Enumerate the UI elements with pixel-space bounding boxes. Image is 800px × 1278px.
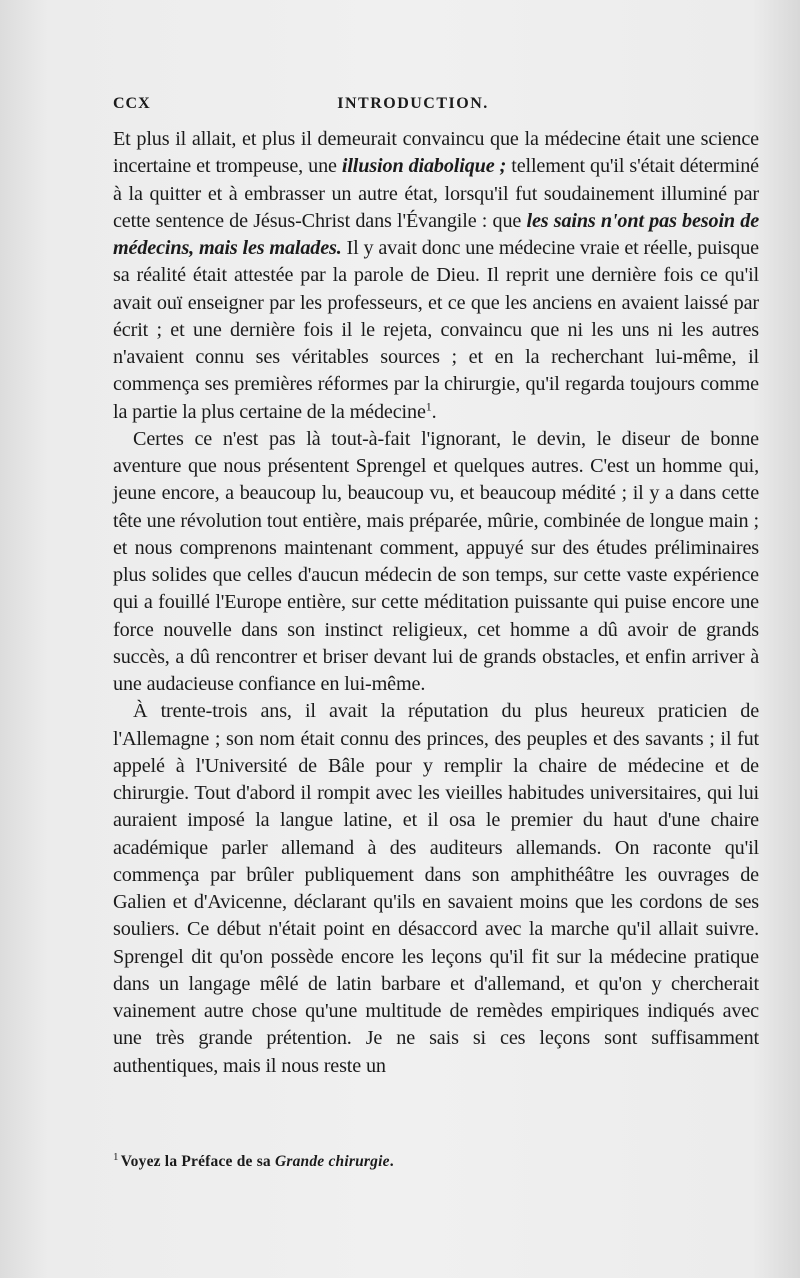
running-head: INTRODUCTION.	[337, 95, 489, 112]
page-number: CCX	[113, 95, 151, 112]
page-header	[113, 95, 713, 119]
footnote-text: Voyez la Préface de sa	[120, 1153, 275, 1171]
paragraph-3: À trente-trois ans, il avait la réputation du plus heureux praticien de l'Allemagne ; son nom était connu des princes, des peuples et des savants ; il fut appelé à l'Université de Bâle pour y remplir la chaire de médecine et de chirurgie. Tout d'abord il rompit avec les vieilles habitudes universitaires, qui lui auraient imposé la langue latine, et il osa le premier du haut d'une chaire académique parler allemand à des auditeurs allemands. On raconte qu'il commença par brûler publiquement dans son amphithéâtre les ouvrages de Galien et d'Avicenne, déclarant qu'ils en savaient moins que les cordons de ses souliers. Ce début n'était point en désaccord avec la marche qu'il allait suivre. Sprengel dit qu'on possède encore les leçons qu'il fit sur la médecine pratique dans un langage mêlé de latin barbare et d'allemand, et qu'on y chercherait vainement autre chose qu'une multitude de remèdes empiriques indiqués avec une très grande prétention. Je ne sais si ces leçons sont suffisamment authentiques, mais il nous reste un	[113, 700, 759, 1077]
footnote: $^1$ Voyez la Préface de sa Grande chirurgie.	[113, 1151, 394, 1171]
paragraph-1: Et plus il allait, et plus il demeurait convaincu que la médecine était une science incertaine et trompeuse, une illusion diabolique ; tellement qu'il s'était déterminé à la quitter et à embrasser un autre état, lorsqu'il fut soudainement illuminé par cette sentence de Jésus-Christ dans l'Évangile : que les sains n'ont pas besoin de médecins, mais les malades. Il y avait donc une médecine vraie et réelle, puisque sa réalité était attestée par la parole de Dieu. Il reprit une dernière fois ce qu'il avait ouï enseigner par les professeurs, et ce que les anciens en avaient laissé par écrit ; et une dernière fois il le rejeta, convaincu que ni les uns ni les autres n'avaient connu ses véritables sources ; et en la recherchant lui-même, il commença ses premières réformes par la chirurgie, qu'il regarda toujours comme la partie la plus certaine de la médecine$^1$.	[113, 128, 760, 423]
footnote-reference: 1	[425, 398, 432, 413]
italic-phrase-illusion: illusion diabolique ;	[341, 155, 507, 178]
footnote-mark: 1	[113, 1151, 119, 1163]
body-text	[113, 126, 759, 1080]
paragraph-2: Certes ce n'est pas là tout-à-fait l'ignorant, le devin, le diseur de bonne aventure que nous présentent Sprengel et quelques autres. C'est un homme qui, jeune encore, a beaucoup lu, beaucoup vu, et beaucoup médité ; il y a dans cette tête une révolution tout entière, mais préparée, mûrie, combinée de longue main ; et nous comprenons maintenant comment, appuyé sur des études préliminaires plus solides que celles d'aucun médecin de son temps, sur cette vaste expérience qui a fouillé l'Europe entière, sur cette méditation puissante qui puise encore une force nouvelle dans son instinct religieux, cet homme a dû avoir de grands succès, a dû rencontrer et briser devant lui de grands obstacles, et enfin arriver à une audacieuse confiance en lui-même.	[113, 427, 759, 695]
footnote-book-title: Grande chirurgie	[274, 1153, 390, 1171]
italic-gospel-quote: les sains n'ont pas besoin de médecins, mais les malades.	[113, 209, 760, 259]
